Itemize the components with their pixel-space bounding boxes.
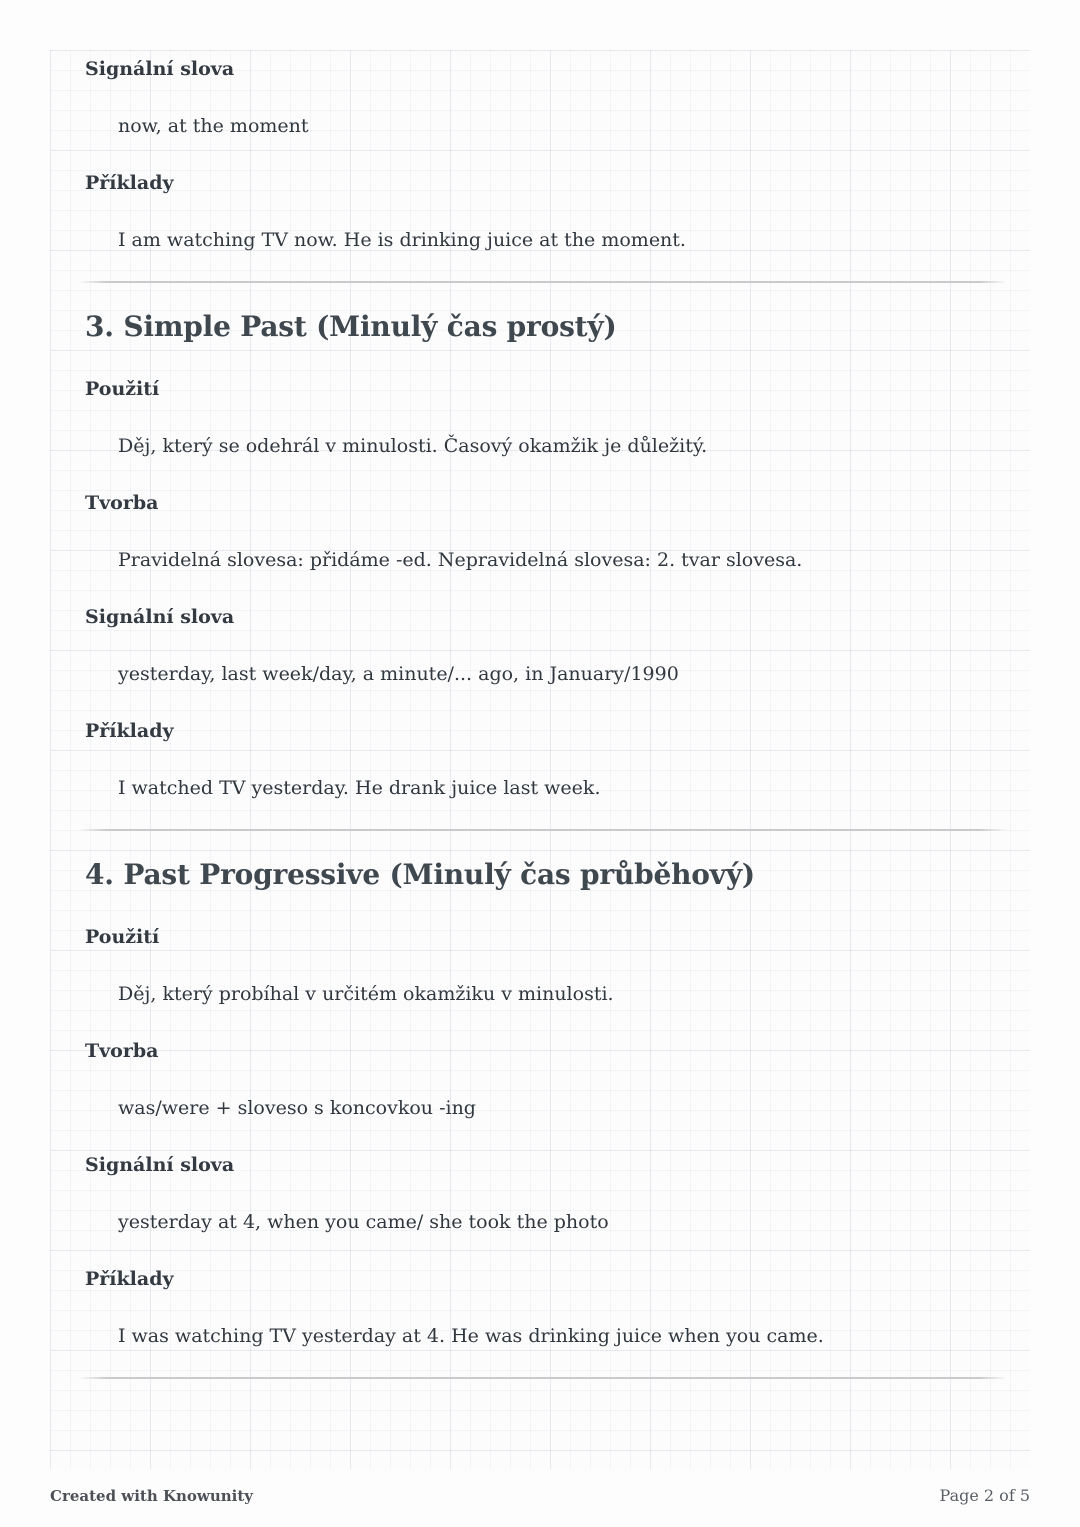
footer-brand: Created with Knowunity [50,1487,253,1505]
paragraph-form: Pravidelná slovesa: přidáme -ed. Nepravidelná slovesa: 2. tvar slovesa. [118,549,803,571]
subsection-label-examples: Příklady [85,1268,174,1290]
subsection-label-usage: Použití [85,926,160,948]
page-footer [50,1486,1030,1505]
subsection-label-form: Tvorba [85,492,159,514]
paragraph-examples: I was watching TV yesterday at 4. He was drinking juice when you came. [118,1325,824,1347]
document-content [62,0,1012,1379]
subsection-label-examples: Příklady [85,720,174,742]
paragraph-usage: Děj, který probíhal v určitém okamžiku v minulosti. [118,983,614,1005]
subsection-label-signal: Signální slova [85,606,235,628]
paragraph-examples: I am watching TV now. He is drinking juice at the moment. [118,229,686,251]
subsection-label-examples: Příklady [85,172,174,194]
section-title-simple-past: 3. Simple Past (Minulý čas prostý) [85,310,617,343]
paragraph-form: was/were + sloveso s koncovkou -ing [118,1097,476,1119]
paragraph-signal-words: now, at the moment [118,115,309,137]
subsection-label-usage: Použití [85,378,160,400]
subsection-label-signal: Signální slova [85,1154,235,1176]
subsection-label-form: Tvorba [85,1040,159,1062]
paragraph-signal-words: yesterday at 4, when you came/ she took the photo [118,1211,609,1233]
paragraph-usage: Děj, který se odehrál v minulosti. Časový okamžik je důležitý. [118,435,708,457]
subsection-label-signal: Signální slova [85,58,235,80]
paragraph-examples: I watched TV yesterday. He drank juice last week. [118,777,601,799]
section-title-past-progressive: 4. Past Progressive (Minulý čas průběhový) [85,858,755,891]
section-divider [79,281,1007,283]
section-divider [79,1377,1007,1379]
footer-page-number: Page 2 of 5 [939,1486,1030,1505]
section-divider [79,829,1007,831]
paragraph-signal-words: yesterday, last week/day, a minute/... ago, in January/1990 [118,663,679,685]
